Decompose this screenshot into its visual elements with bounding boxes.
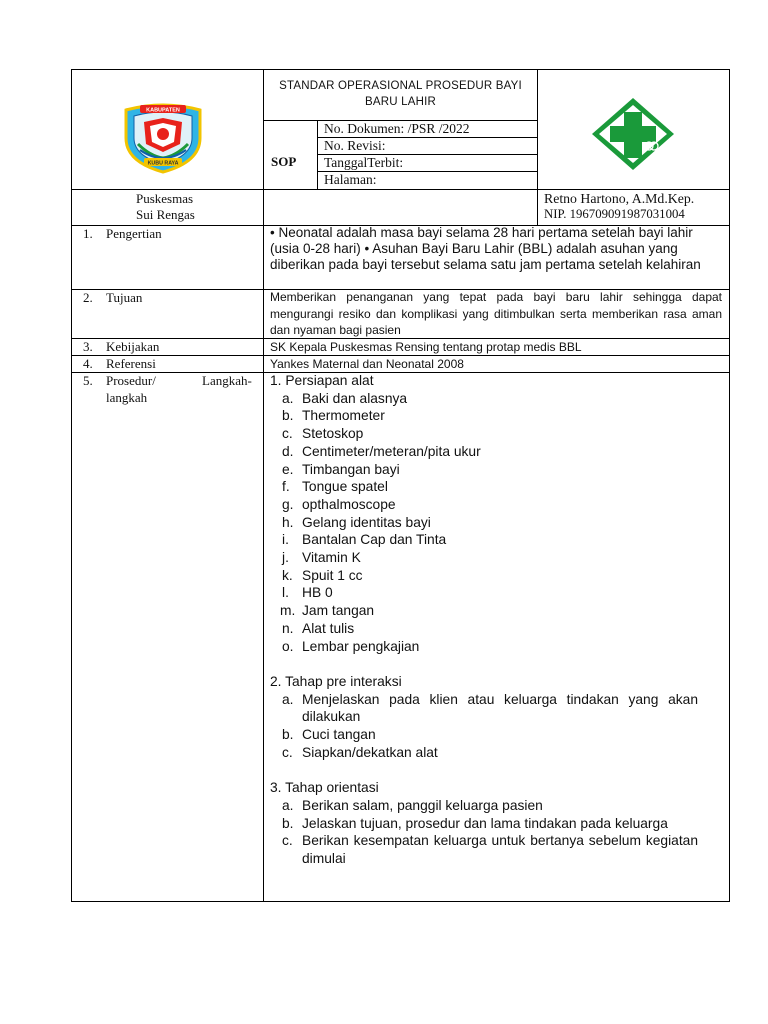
list-marker: n. (282, 620, 294, 636)
signatory-name: Retno Hartono, A.Md.Kep. (544, 191, 695, 206)
list-item (270, 407, 698, 425)
step-title-2: 2. Tahap pre interaksi (270, 673, 402, 689)
list-marker: b. (282, 408, 294, 424)
table-border-bottom (71, 901, 730, 902)
list-item (270, 425, 698, 443)
list-item-text: Stetoskop (302, 426, 364, 442)
list-marker: k. (282, 567, 293, 583)
org-name-line1: Puskesmas (136, 191, 194, 206)
list-item-text: Menjelaskan pada klien atau keluarga tindakan yang akan dilakukan (302, 691, 698, 725)
header-bottom-line (71, 189, 730, 190)
meta-no-revisi: No. Revisi: (324, 138, 386, 153)
col-divider-meta (317, 121, 318, 189)
list-marker: c. (282, 744, 293, 760)
label-tujuan: Tujuan (106, 290, 143, 305)
list-item (270, 832, 698, 867)
list-item-text: Tongue spatel (302, 479, 388, 495)
procedure-content (270, 372, 698, 868)
list-item (270, 744, 698, 762)
list-item (270, 567, 698, 585)
list-item (270, 496, 698, 514)
meta-tanggal-terbit: TanggalTerbit: (324, 155, 404, 170)
list-marker: a. (282, 797, 294, 813)
meta-halaman: Halaman: (324, 172, 377, 187)
list-marker: i. (282, 532, 289, 548)
table-border-right (729, 69, 730, 902)
list-marker: o. (282, 638, 294, 654)
step-3-list (270, 797, 698, 868)
label-referensi: Referensi (106, 356, 156, 371)
table-border-top (71, 69, 730, 70)
row-number-5: 5. (83, 373, 93, 388)
list-item-text: Jam tangan (302, 603, 375, 619)
list-marker: b. (282, 727, 294, 743)
content-tujuan: Memberikan penanganan yang tepat pada bayi baru lahir sehingga dapat mengurangi resiko dan komplikasi yang ditimbulkan serta memberikan rasa aman dan nyaman bagi pasien (270, 290, 722, 337)
crest-bottom-banner: KUBU RAYA (147, 160, 179, 167)
list-item (270, 478, 698, 496)
list-item-text: opthalmoscope (302, 496, 396, 512)
list-marker: c. (282, 833, 293, 849)
list-marker: m. (280, 603, 296, 619)
list-marker: j. (282, 550, 289, 566)
org-name-line2: Sui Rengas (136, 207, 195, 222)
step-title-1: 1. Persiapan alat (270, 373, 374, 388)
list-item-text: Baki dan alasnya (302, 390, 408, 406)
content-kebijakan: SK Kepala Puskesmas Rensing tentang protap medis BBL (270, 340, 582, 354)
list-item-text: Siapkan/dekatkan alat (302, 744, 438, 760)
crest-top-banner: KABUPATEN (146, 107, 180, 114)
list-item (270, 638, 698, 656)
list-item (270, 815, 698, 833)
sop-label: SOP (271, 154, 297, 169)
row-number-2: 2. (83, 290, 93, 305)
list-item-text: Gelang identitas bayi (302, 514, 431, 530)
puskesmas-cross-icon (590, 96, 676, 172)
step-2-list (270, 691, 698, 762)
list-marker: b. (282, 815, 294, 831)
label-langkah: Langkah- (202, 373, 252, 388)
table-border-left (71, 69, 72, 902)
list-item (270, 531, 698, 549)
content-referensi: Yankes Maternal dan Neonatal 2008 (270, 357, 464, 371)
row-number-1: 1. (83, 226, 93, 241)
list-item (270, 602, 698, 620)
list-item-text: Jelaskan tujuan, prosedur dan lama tindakan pada keluarga (302, 815, 668, 831)
list-marker: a. (282, 390, 294, 406)
list-marker: a. (282, 691, 294, 707)
list-item-text: Centimeter/meteran/pita ukur (302, 443, 481, 459)
list-marker: h. (282, 514, 294, 530)
label-prosedur: Prosedur/ (106, 373, 156, 388)
list-item-text: Cuci tangan (302, 727, 376, 743)
step-1-list (270, 390, 698, 656)
list-item-text: Bantalan Cap dan Tinta (302, 532, 447, 548)
list-item-text: Berikan kesempatan keluarga untuk bertanya sebelum kegiatan dimulai (302, 833, 698, 866)
list-item (270, 390, 698, 408)
row-number-4: 4. (83, 356, 93, 371)
list-item (270, 797, 698, 815)
col-divider-2 (537, 69, 538, 225)
list-item-text: Thermometer (302, 408, 385, 424)
list-item (270, 549, 698, 567)
list-marker: c. (282, 426, 293, 442)
list-item-text: Vitamin K (302, 550, 361, 566)
kabupaten-crest-icon (120, 100, 206, 174)
list-item-text: Berikan salam, panggil keluarga pasien (302, 797, 543, 813)
meta-no-dokumen: No. Dokumen: /PSR /2022 (324, 121, 470, 136)
list-marker: l. (282, 585, 289, 601)
list-item-text: Alat tulis (302, 620, 355, 636)
list-item (270, 620, 698, 638)
list-marker: f. (282, 479, 290, 495)
col-divider-1 (263, 69, 264, 902)
signatory-nip: NIP. 196709091987031004 (544, 207, 685, 221)
list-marker: g. (282, 496, 294, 512)
list-marker: e. (282, 461, 294, 477)
list-item (270, 443, 698, 461)
list-item (270, 726, 698, 744)
list-item-text: Timbangan bayi (302, 461, 400, 477)
step-title-3: 3. Tahap orientasi (270, 780, 379, 796)
label-kebijakan: Kebijakan (106, 339, 160, 354)
list-item (270, 514, 698, 532)
list-item-text: HB 0 (302, 585, 333, 601)
list-item-text: Lembar pengkajian (302, 638, 420, 654)
list-item (270, 691, 698, 726)
list-item-text: Spuit 1 cc (302, 567, 363, 583)
list-marker: d. (282, 443, 294, 459)
list-item (270, 584, 698, 602)
row-number-3: 3. (83, 339, 93, 354)
label-langkah-2: langkah (106, 390, 148, 405)
label-pengertian: Pengertian (106, 226, 162, 241)
content-pengertian: • Neonatal adalah masa bayi selama 28 hari pertama setelah bayi lahir (usia 0-28 hari) • Asuhan Bayi Baru Lahir (BBL) adalah asuhan yang diberikan pada bayi tersebut selama satu jam pertama setelah kelahiran (270, 225, 701, 272)
document-title: STANDAR OPERASIONAL PROSEDUR BAYI BARU LAHIR (279, 80, 522, 108)
list-item (270, 461, 698, 479)
